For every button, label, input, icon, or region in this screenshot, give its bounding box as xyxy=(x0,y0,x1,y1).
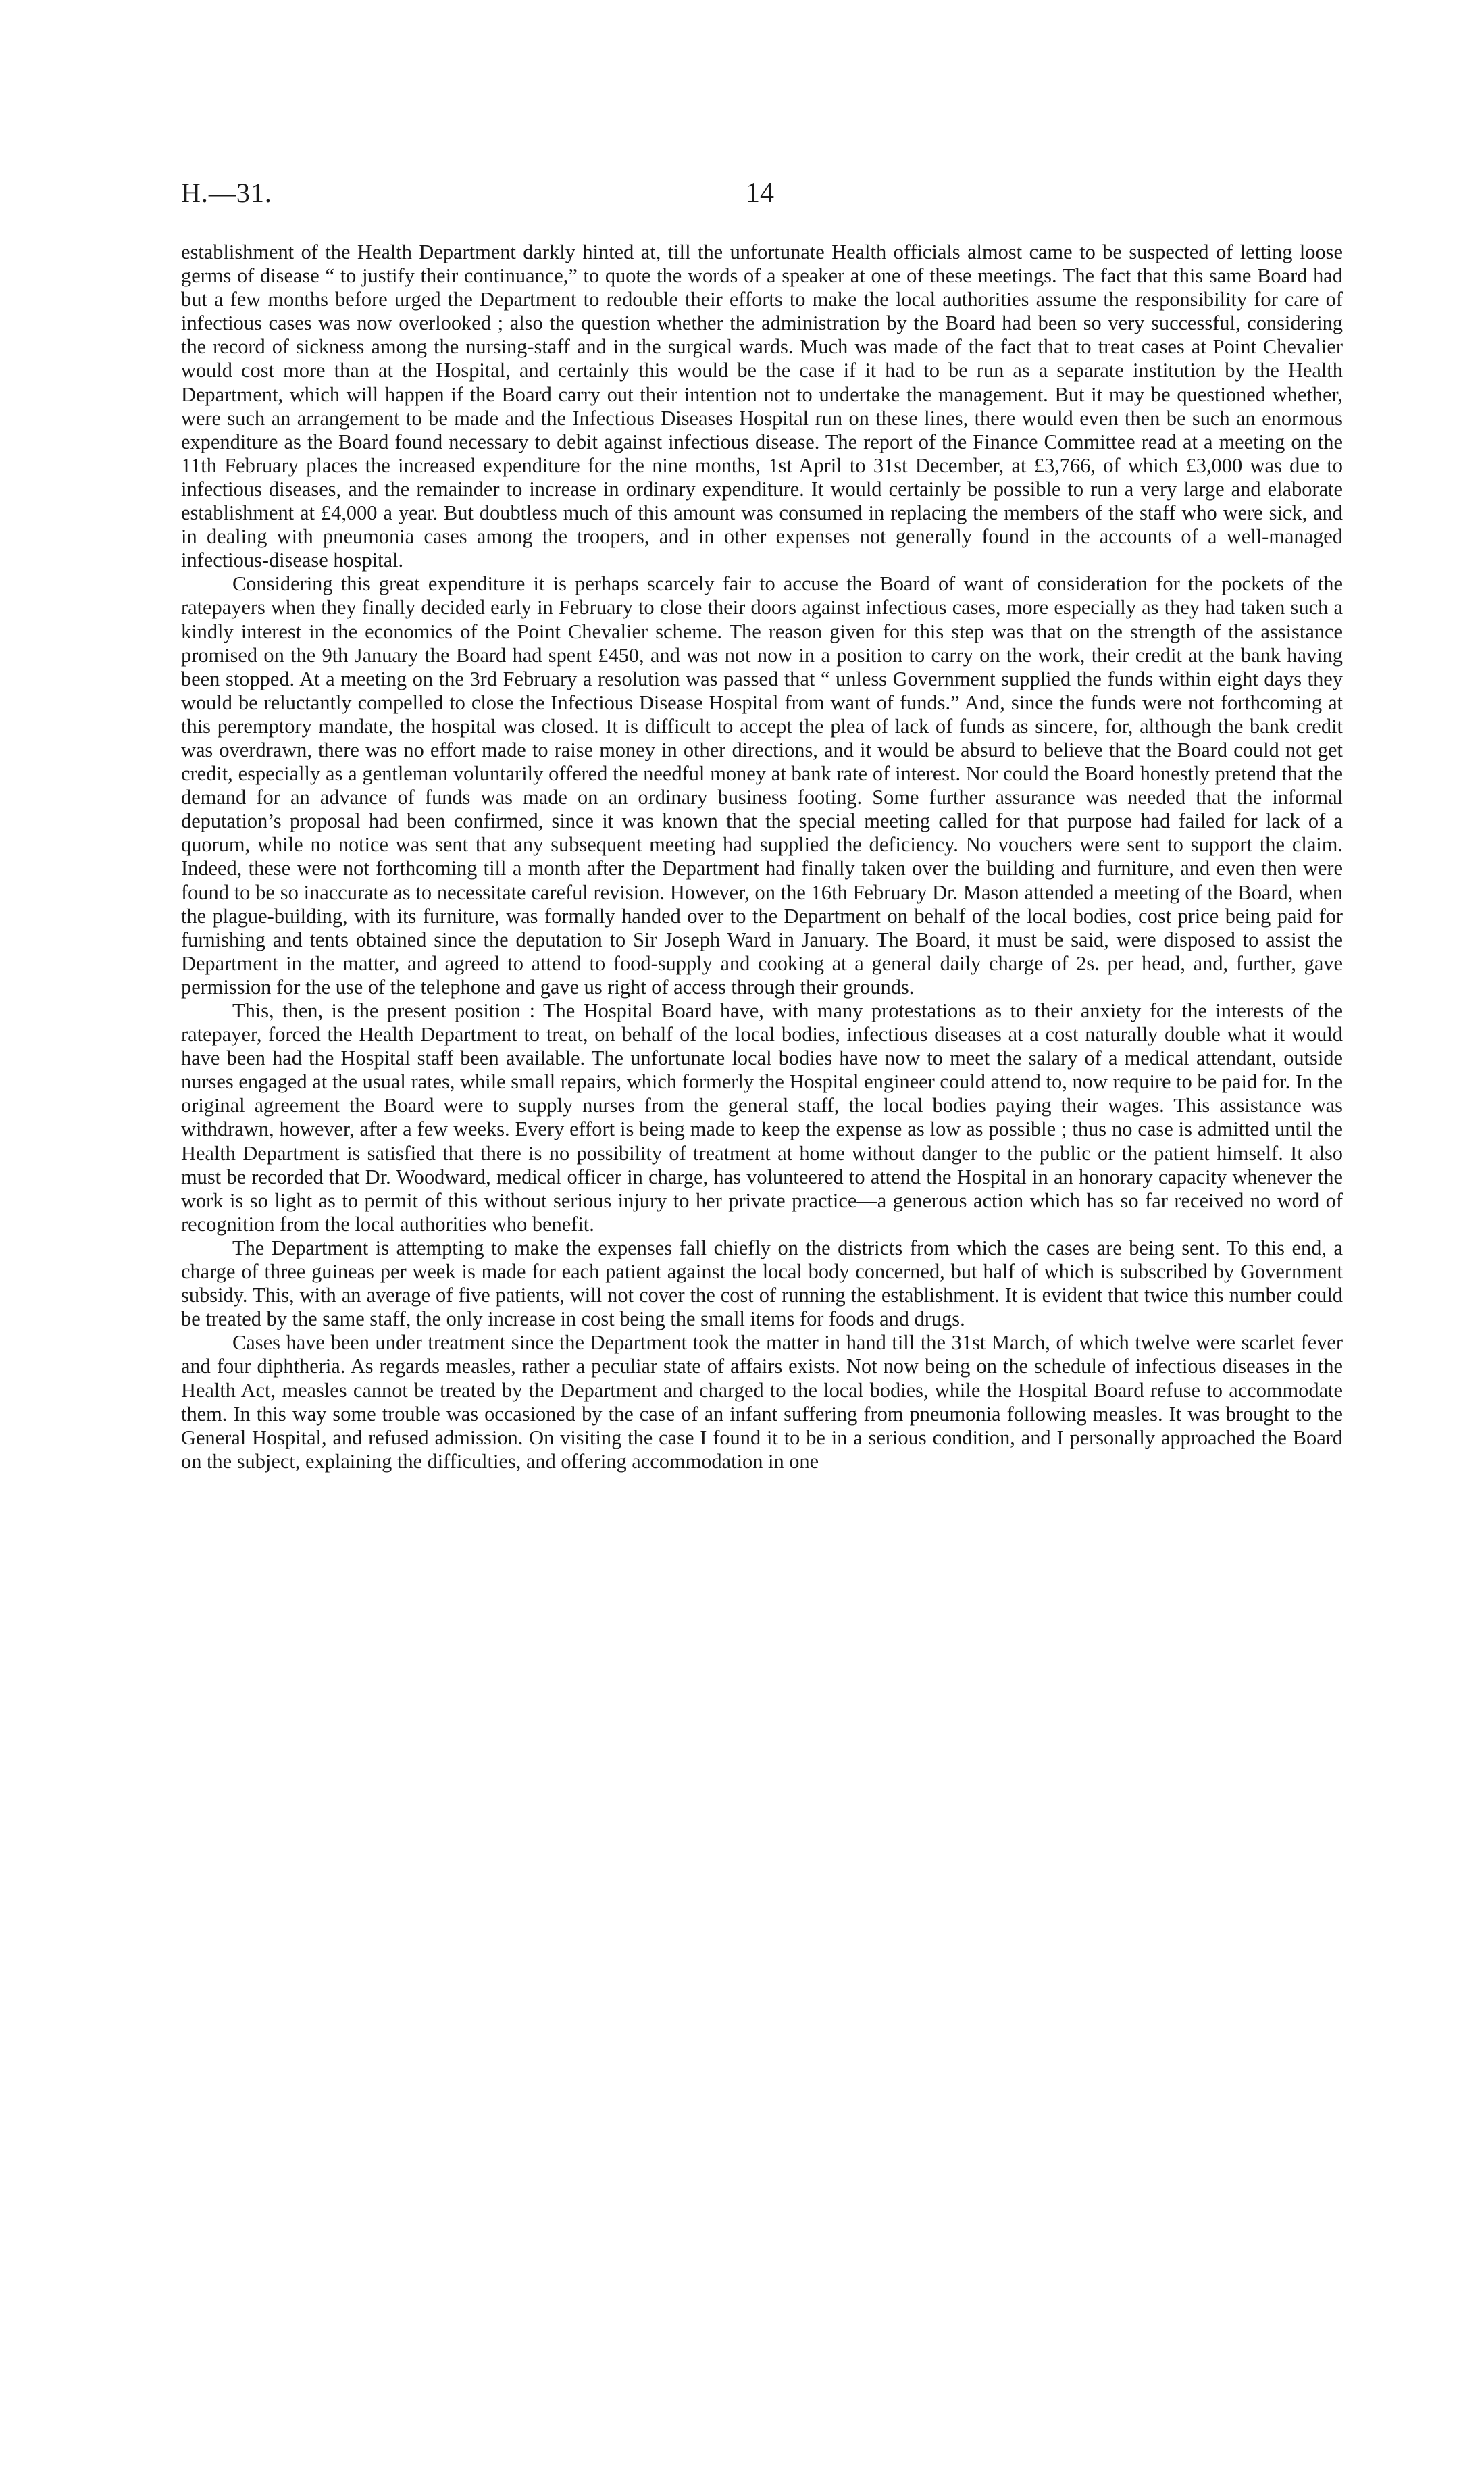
body-text xyxy=(181,241,1343,1474)
paragraph: Considering this great expenditure it is perhaps scarcely fair to accuse the Board of want of consideration for the pockets of the ratepayers when they finally decided early in February to close their doors against infectious cases, more especially as they had taken such a kindly interest in the economics of the Point Chevalier scheme. The reason given for this step was that on the strength of the assistance promised on the 9th January the Board had spent £450, and was not now in a position to carry on the work, their credit at the bank having been stopped. At a meeting on the 3rd February a resolution was passed that “ unless Government supplied the funds within eight days they would be reluctantly compelled to close the Infectious Disease Hospital from want of funds.” And, since the funds were not forthcoming at this peremptory mandate, the hospital was closed. It is difficult to accept the plea of lack of funds as sincere, for, although the bank credit was overdrawn, there was no effort made to raise money in other directions, and it would be absurd to believe that the Board could not get credit, especially as a gentleman voluntarily offered the needful money at bank rate of interest. Nor could the Board honestly pretend that the demand for an advance of funds was made on an ordinary business footing. Some further assurance was needed that the informal deputation’s proposal had been confirmed, since it was known that the special meeting called for that purpose had failed for lack of a quorum, while no notice was sent that any subsequent meeting had supplied the deficiency. No vouchers were sent to support the claim. Indeed, these were not forthcoming till a month after the Department had finally taken over the building and furniture, and even then were found to be so inaccurate as to necessitate careful revision. However, on the 16th February Dr. Mason attended a meeting of the Board, when the plague-building, with its furniture, was formally handed over to the Department on behalf of the local bodies, cost price being paid for furnishing and tents obtained since the deputation to Sir Joseph Ward in January. The Board, it must be said, were disposed to assist the Department in the matter, and agreed to attend to food-supply and cooking at a general daily charge of 2s. per head, and, further, gave permission for the use of the telephone and gave us right of access through their grounds. xyxy=(181,572,1343,999)
paragraph: This, then, is the present position : The Hospital Board have, with many protestations as to their anxiety for the interests of the ratepayer, forced the Health Department to treat, on behalf of the local bodies, infectious diseases at a cost naturally double what it would have been had the Hospital staff been available. The unfortunate local bodies have now to meet the salary of a medical attendant, outside nurses engaged at the usual rates, while small repairs, which formerly the Hospital engineer could attend to, now require to be paid for. In the original agreement the Board were to supply nurses from the general staff, the local bodies paying their wages. This assistance was withdrawn, however, after a few weeks. Every effort is being made to keep the expense as low as possible ; thus no case is admitted until the Health Department is satisfied that there is no possibility of treatment at home without danger to the public or the patient himself. It also must be recorded that Dr. Woodward, medical officer in charge, has volunteered to attend the Hospital in an honorary capacity whenever the work is so light as to permit of this without serious injury to her private practice—a generous action which has so far received no word of recognition from the local authorities who benefit. xyxy=(181,999,1343,1236)
paragraph-continued: establishment of the Health Department darkly hinted at, till the unfortunate Health officials almost came to be suspected of letting loose germs of disease “ to justify their continuance,” to quote the words of a speaker at one of these meetings. The fact that this same Board had but a few months before urged the Department to redouble their efforts to make the local authorities assume the responsibility for care of infectious cases was now overlooked ; also the question whether the administration by the Board had been so very successful, considering the record of sickness among the nursing-staff and in the surgical wards. Much was made of the fact that to treat cases at Point Chevalier would cost more than at the Hospital, and certainly this would be the case if it had to be run as a separate institution by the Health Department, which will happen if the Board carry out their intention not to undertake the management. But it may be questioned whether, were such an arrangement to be made and the Infectious Diseases Hospital run on these lines, there would even then be such an enormous expenditure as the Board found necessary to debit against infectious disease. The report of the Finance Committee read at a meeting on the 11th February places the increased expenditure for the nine months, 1st April to 31st December, at £3,766, of which £3,000 was due to infectious diseases, and the remainder to increase in ordinary expenditure. It would certainly be possible to run a very large and elaborate establishment at £4,000 a year. But doubtless much of this amount was consumed in replacing the members of the staff who were sick, and in dealing with pneumonia cases among the troopers, and in other expenses not generally found in the accounts of a well-managed infectious-disease hospital. xyxy=(181,241,1343,572)
paragraph: The Department is attempting to make the expenses fall chiefly on the districts from which the cases are being sent. To this end, a charge of three guineas per week is made for each patient against the local body concerned, but half of which is subscribed by Government subsidy. This, with an average of five patients, will not cover the cost of running the establishment. It is evident that twice this number could be treated by the same staff, the only increase in cost being the small items for foods and drugs. xyxy=(181,1236,1343,1331)
page-number: 14 xyxy=(746,178,774,209)
paragraph: Cases have been under treatment since the Department took the matter in hand till the 31st March, of which twelve were scarlet fever and four diphtheria. As regards measles, rather a peculiar state of affairs exists. Not now being on the schedule of infectious diseases in the Health Act, measles cannot be treated by the Department and charged to the local bodies, while the Hospital Board refuse to accommodate them. In this way some trouble was occasioned by the case of an infant suffering from pneumonia following measles. It was brought to the General Hospital, and refused admission. On visiting the case I found it to be in a serious condition, and I personally approached the Board on the subject, explaining the difficulties, and offering accommodation in one xyxy=(181,1331,1343,1473)
page-header xyxy=(181,177,1343,218)
document-reference: H.—31. xyxy=(181,178,272,208)
